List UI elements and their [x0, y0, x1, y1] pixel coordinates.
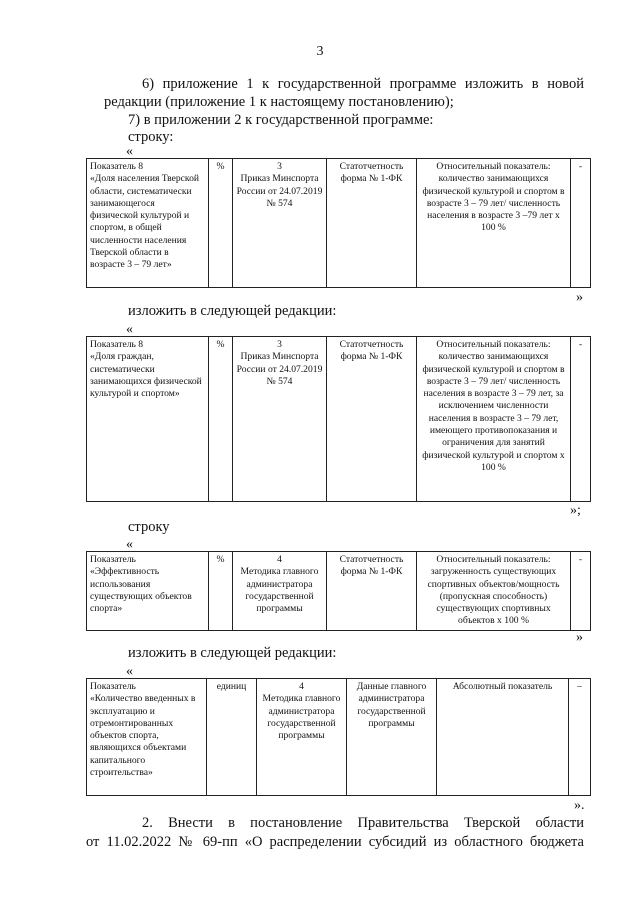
item-6-line2: редакции (приложение 1 к настоящему постановлению); [104, 94, 454, 110]
page-number: 3 [316, 44, 324, 59]
source-cell: Статотчетность форма № 1-ФК [327, 159, 417, 288]
method-cell: 3 Приказ Минспорта России от 24.07.2019 № 574 [233, 337, 327, 502]
type-cell: Относительный показатель: количество занимающихся физической культурой и спортом в возрасте 3 – 79 лет/ численность населения в возрасте 3 –79 лет х 100 % [417, 159, 571, 288]
type-cell: Относительный показатель: количество занимающихся физической культурой и спортом в возрасте 3 – 79 лет/ численность населения в возрасте 3 – 79 лет, за исключением численности населения в возрасте 3 – 79 лет, имеющего противопоказания и ограничения для занятий физической культурой и спортом х 100 % [417, 337, 571, 502]
indicator-cell: Показатель «Эффективность использования существующих объектов спорта» [87, 552, 209, 631]
unit-cell: % [209, 552, 233, 631]
replace-phrase-2: изложить в следующей редакции: [128, 645, 337, 661]
unit-cell: единиц [207, 679, 257, 796]
last-cell: – [569, 679, 591, 796]
type-cell: Абсолютный показатель [437, 679, 569, 796]
indicator-cell: Показатель 8 «Доля населения Тверской области, систематически занимающегося физической культурой и спортом, в общей численности населения Тверской области в возрасте 3 – 79 лет» [87, 159, 209, 288]
indicator-table-new-8 [86, 336, 591, 502]
source-cell: Статотчетность форма № 1-ФК [327, 552, 417, 631]
last-cell: - [571, 552, 591, 631]
source-cell: Данные главного администратора государственной программы [347, 679, 437, 796]
replace-phrase-1: изложить в следующей редакции: [128, 303, 337, 319]
quote-open: « [126, 537, 133, 552]
indicator-cell: Показатель 8 «Доля граждан, систематически занимающихся физической культурой и спортом» [87, 337, 209, 502]
unit-cell: % [209, 337, 233, 502]
item-7-line1: 7) в приложении 2 к государственной программе: [128, 112, 434, 128]
method-cell: 4 Методика главного администратора государственной программы [257, 679, 347, 796]
quote-close-period: ». [574, 798, 585, 813]
last-cell: - [571, 337, 591, 502]
item-6-line1: 6) приложение 1 к государственной программе изложить в новой [142, 76, 584, 92]
quote-open: « [126, 664, 133, 679]
indicator-table-new-facilities [86, 678, 591, 796]
indicator-cell: Показатель «Количество введенных в эксплуатацию и отремонтированных объектов спорта, являющихся объектами капитального строительства» [87, 679, 207, 796]
type-cell: Относительный показатель: загруженность существующих спортивных объектов/мощность (пропускная способность) существующих спортивных объектов х 100 % [417, 552, 571, 631]
quote-close: » [576, 630, 583, 645]
item-7-line2: строку: [128, 129, 174, 145]
indicator-table-old-efficiency [86, 551, 591, 631]
last-cell: - [571, 159, 591, 288]
source-cell: Статотчетность форма № 1-ФК [327, 337, 417, 502]
unit-cell: % [209, 159, 233, 288]
row-word: строку [128, 519, 170, 535]
indicator-table-old-8 [86, 158, 591, 288]
method-cell: 4 Методика главного администратора государственной программы [233, 552, 327, 631]
quote-close-semicolon: »; [570, 503, 581, 518]
item-2-line1: 2. Внести в постановление Правительства Тверской области [142, 815, 584, 831]
item-2-line2: от 11.02.2022 № 69-пп «О распределении субсидий из областного бюджета [86, 834, 584, 850]
quote-open: « [126, 144, 133, 159]
method-cell: 3 Приказ Минспорта России от 24.07.2019 № 574 [233, 159, 327, 288]
quote-close: » [576, 290, 583, 305]
quote-open: « [126, 322, 133, 337]
